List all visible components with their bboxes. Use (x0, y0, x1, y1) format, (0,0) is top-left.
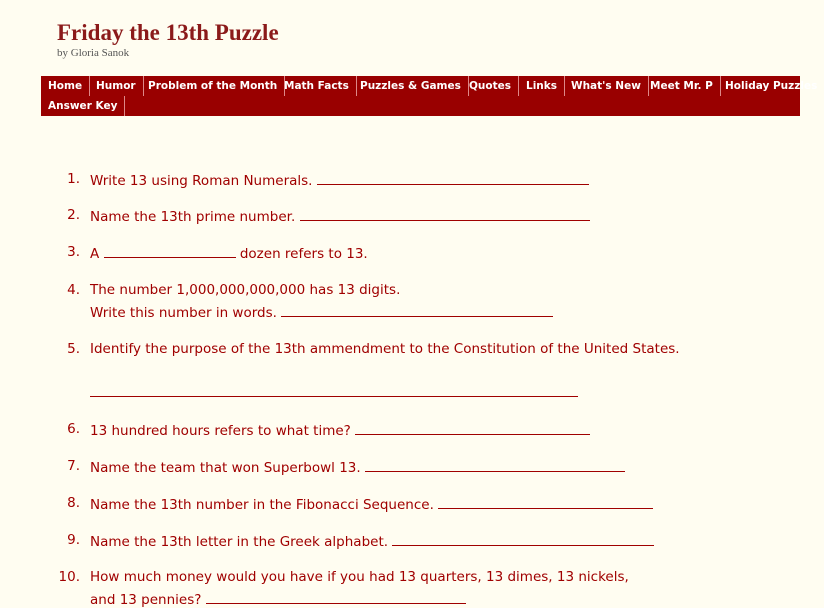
nav-home[interactable]: Home (41, 76, 90, 96)
nav-whats-new[interactable]: What's New (564, 76, 649, 96)
nav-quotes[interactable]: Quotes (462, 76, 519, 96)
answer-blank[interactable] (438, 495, 653, 509)
nav-links[interactable]: Links (519, 76, 565, 96)
page-title: Friday the 13th Puzzle (57, 20, 279, 45)
nav-puzzles-games[interactable]: Puzzles & Games (353, 76, 469, 96)
nav-humor[interactable]: Humor (89, 76, 144, 96)
answer-blank[interactable] (206, 590, 466, 604)
nav-meet-mr-p[interactable]: Meet Mr. P (643, 76, 721, 96)
answer-blank[interactable] (104, 244, 236, 258)
answer-blank[interactable] (355, 421, 590, 435)
answer-blank[interactable] (392, 532, 654, 546)
nav-answer-key[interactable]: Answer Key (41, 96, 125, 116)
answer-blank[interactable] (365, 458, 625, 472)
answer-blank[interactable] (300, 207, 590, 221)
nav-holiday-puzzles[interactable]: Holiday Puzzles (725, 80, 818, 92)
answer-blank[interactable] (90, 383, 578, 397)
author-byline: by Gloria Sanok (57, 47, 130, 59)
nav-math-facts[interactable]: Math Facts (277, 76, 357, 96)
answer-blank[interactable] (281, 303, 553, 317)
answer-blank[interactable] (317, 171, 589, 185)
nav-bar (41, 76, 818, 116)
nav-problem-of-the-month[interactable]: Problem of the Month (141, 76, 285, 96)
